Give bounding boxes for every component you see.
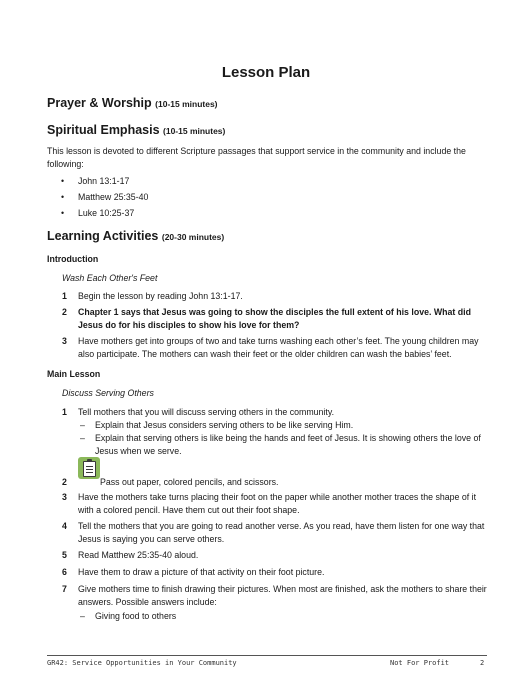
learning-heading-text: Learning Activities xyxy=(47,229,159,243)
learning-duration: (20-30 minutes) xyxy=(161,232,225,242)
main-lesson-heading: Main Lesson xyxy=(47,369,101,379)
spiritual-intro-line1: This lesson is devoted to different Scripture passages that support service in the community and include the xyxy=(47,146,466,156)
main-step-1-sub: – Explain that Jesus considers serving others to be like serving Him. xyxy=(80,420,354,430)
prayer-heading xyxy=(47,96,218,110)
passage-item: • John 13:1-17 xyxy=(62,176,129,186)
page-title: Lesson Plan xyxy=(221,64,311,81)
introduction-subtitle: Wash Each Other's Feet xyxy=(62,273,158,283)
main-step-6: 6 Have them to draw a picture of that activity on their foot picture. xyxy=(62,567,325,577)
intro-step-3: 3 Have mothers get into groups of two and take turns washing each other’s feet. The young children may also participate. The mothers can wash their feet or the older children can wash the babies’ feet. xyxy=(62,336,479,359)
passage-item: • Matthew 25:35-40 xyxy=(62,192,148,202)
footer-divider xyxy=(47,655,487,656)
main-step-7-sub: – Giving food to others xyxy=(80,611,177,621)
spiritual-intro xyxy=(47,145,477,171)
main-step-3: 3 Have the mothers take turns placing their foot on the paper while another mother traces the shape of it with a colored pencil. Have them cut out their foot shape. xyxy=(62,492,477,515)
footer-page-number: 2 xyxy=(480,659,485,667)
main-step-5: 5 Read Matthew 25:35-40 aloud. xyxy=(62,550,199,560)
main-step-1-sub: – Explain that serving others is like being the hands and feet of Jesus. It is showing others the love of Jesus when we serve. xyxy=(80,433,481,456)
spiritual-heading-text: Spiritual Emphasis xyxy=(47,123,160,137)
spiritual-duration: (10-15 minutes) xyxy=(163,126,226,136)
main-step-2: 2 Pass out paper, colored pencils, and scissors. xyxy=(62,477,279,487)
footer-not-for-profit: Not For Profit xyxy=(390,659,450,667)
passage-item: • Luke 10:25-37 xyxy=(62,208,134,218)
prayer-duration: (10-15 minutes) xyxy=(155,99,218,109)
main-step-1: 1 Tell mothers that you will discuss serving others in the community. xyxy=(62,407,335,417)
prayer-heading-text: Prayer & Worship xyxy=(47,96,152,110)
spiritual-heading xyxy=(47,123,225,137)
introduction-heading: Introduction xyxy=(47,254,99,264)
learning-heading xyxy=(47,229,224,243)
intro-step-2: 2 Chapter 1 says that Jesus was going to show the disciples the full extent of his love. What did Jesus do for his disciples to show his love for them? xyxy=(62,307,471,330)
spiritual-intro-line2: following: xyxy=(47,159,84,169)
main-lesson-subtitle: Discuss Serving Others xyxy=(62,388,154,398)
footer-course-title: GR42: Service Opportunities in Your Community xyxy=(47,659,237,667)
main-step-7: 7 Give mothers time to finish drawing their pictures. When most are finished, ask the mothers to share their answers. Possible answers include: xyxy=(62,584,487,607)
intro-step-1: 1 Begin the lesson by reading John 13:1-17. xyxy=(62,291,243,301)
main-step-4: 4 Tell the mothers that you are going to read another verse. As you read, have them listen for one way that Jesus is saying you can serve others. xyxy=(62,521,485,544)
